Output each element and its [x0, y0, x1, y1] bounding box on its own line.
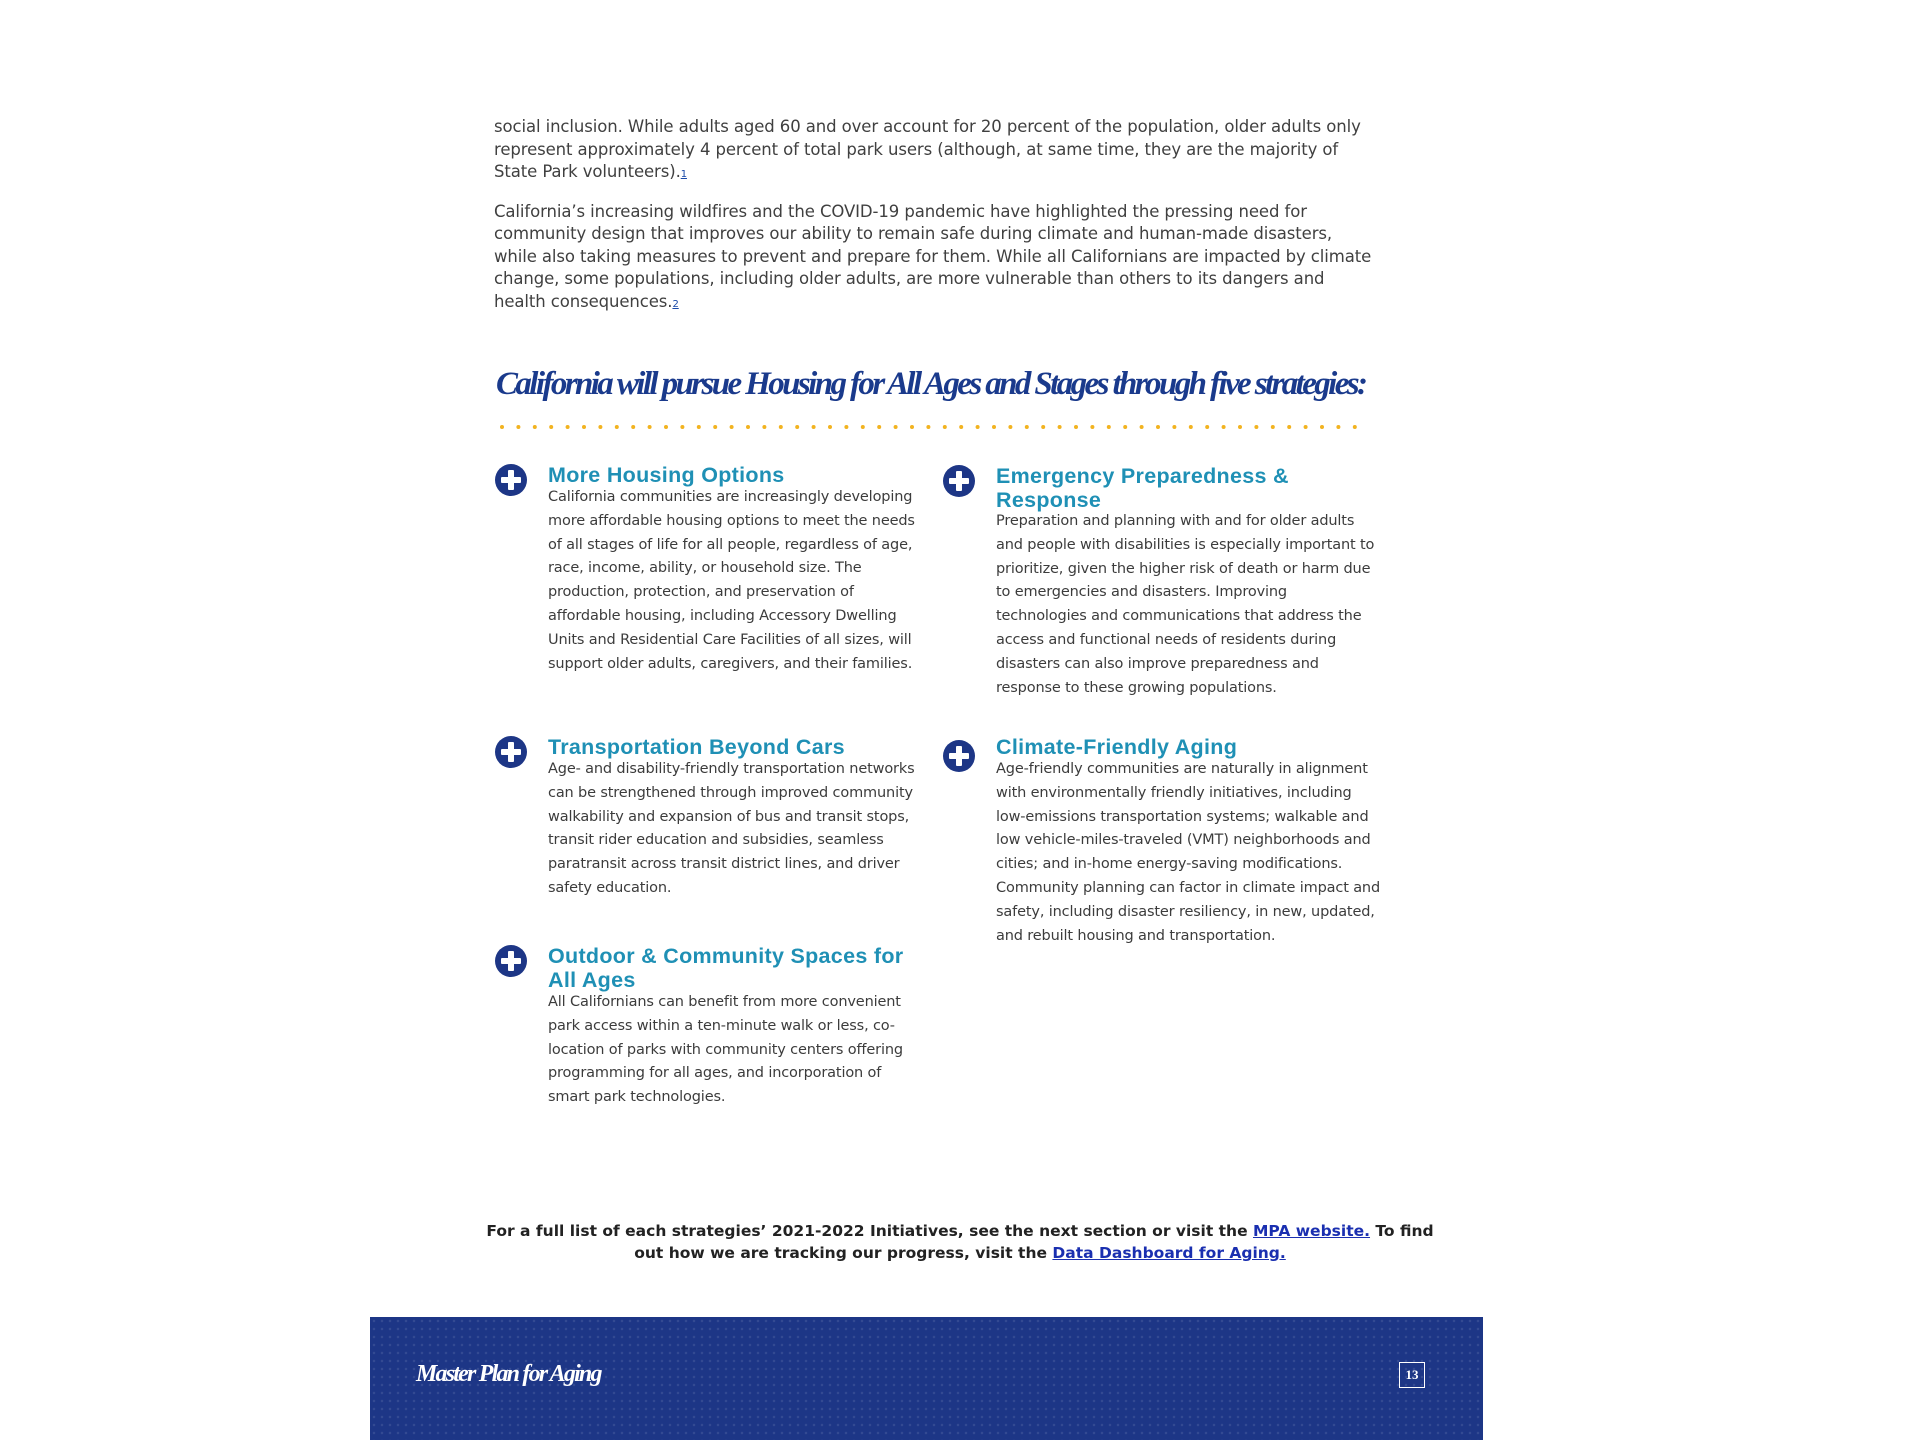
divider-dot	[828, 425, 832, 429]
divider-dot	[533, 425, 537, 429]
divider-dot	[1205, 425, 1209, 429]
divider-dot	[812, 425, 816, 429]
strategy-body: All Californians can benefit from more convenient park access within a ten-minute walk or less, co-location of parks with community centers offering programming for all ages, and incorporation of smart park technologies.	[548, 994, 903, 1106]
divider-dot	[713, 425, 717, 429]
intro-text	[494, 116, 1374, 330]
divider-dot	[1008, 425, 1012, 429]
strategy-title: Emergency Preparedness & Response	[996, 464, 1289, 512]
divider-dot	[976, 425, 980, 429]
divider-dot	[1238, 425, 1242, 429]
divider-dot	[1304, 425, 1308, 429]
divider-dot	[877, 425, 881, 429]
divider-dot	[1107, 425, 1111, 429]
footnote-ref-1[interactable]: 1	[680, 169, 687, 180]
divider-dot	[1353, 425, 1357, 429]
divider-dot	[1336, 425, 1340, 429]
divider-dot	[1254, 425, 1258, 429]
divider-dot	[1074, 425, 1078, 429]
divider-dot	[959, 425, 963, 429]
mpa-website-link[interactable]: MPA website.	[1252, 1222, 1371, 1240]
divider-dot	[730, 425, 734, 429]
divider-dot	[1320, 425, 1324, 429]
divider-dot	[516, 425, 520, 429]
divider-dot	[1172, 425, 1176, 429]
divider-dot	[1222, 425, 1226, 429]
divider-dot	[1041, 425, 1045, 429]
footnote-ref-2[interactable]: 2	[672, 298, 679, 310]
plus-circle-icon	[494, 944, 528, 978]
divider-dot	[795, 425, 799, 429]
intro-paragraph-2	[494, 201, 1374, 317]
strategy-title: Climate-Friendly Aging	[996, 735, 1238, 759]
divider-dot	[549, 425, 553, 429]
divider-dot	[1156, 425, 1160, 429]
divider-dot	[943, 425, 947, 429]
divider-dot	[762, 425, 766, 429]
footer-band	[370, 1317, 1483, 1440]
intro-paragraph-1-text: social inclusion. While adults aged 60 and over account for 20 percent of the population, older adults only represent approximately 4 percent of total park users (although, at same time, they are the majority of State Park volunteers).	[494, 117, 1361, 181]
divider-dot	[664, 425, 668, 429]
strategy-title: Transportation Beyond Cars	[548, 735, 845, 759]
divider-dot	[1123, 425, 1127, 429]
cta-text-before: For a full list of each strategies’ 2021-2022 Initiatives, see the next section or visit the	[486, 1222, 1253, 1240]
divider-dot	[926, 425, 930, 429]
plus-circle-icon	[942, 464, 976, 498]
divider-dot	[500, 425, 504, 429]
strategy-body: Age-friendly communities are naturally in alignment with environmentally friendly initiatives, including low-emissions transportation systems; walkable and low vehicle-miles-traveled (VMT) neighborhoods and cities; and in-home energy-saving modifications. Community planning can factor in climate impact and safety, including disaster resiliency, in new, updated, and rebuilt housing and transportation.	[996, 761, 1381, 944]
strategy-title: More Housing Options	[548, 463, 785, 487]
strategy-title: Outdoor & Community Spaces for All Ages	[548, 944, 904, 992]
divider-dot	[1189, 425, 1193, 429]
divider-dot	[992, 425, 996, 429]
divider-dot	[1287, 425, 1291, 429]
strategy-body: Age- and disability-friendly transportation networks can be strengthened through improved community walkability and expansion of bus and transit stops, transit rider education and subsidies, seamless paratransit across transit district lines, and driver safety education.	[548, 761, 915, 896]
divider-dot	[566, 425, 570, 429]
master-plan-logo: Master Plan for Aging	[416, 1361, 601, 1387]
divider-dot	[1090, 425, 1094, 429]
strategy-body: California communities are increasingly developing more affordable housing options to meet the needs of all stages of life for all people, regardless of age, race, income, ability, or household size. The production, protection, and preservation of affordable housing, including Accessory Dwelling Units and Residential Care Facilities of all sizes, will support older adults, caregivers, and their families.	[548, 489, 915, 672]
divider-dot	[844, 425, 848, 429]
divider-dot	[1025, 425, 1029, 429]
intro-paragraph-2-text: California’s increasing wildfires and the COVID-19 pandemic have highlighted the pressing need for community design that improves our ability to remain safe during climate and human-made disasters, while also taking measures to prevent and prepare for them. While all Californians are impacted by climate change, some populations, including older adults, are more vulnerable than others to its dangers and health consequences.	[494, 201, 1372, 311]
divider-dot	[746, 425, 750, 429]
divider-dot	[910, 425, 914, 429]
divider-dot	[680, 425, 684, 429]
plus-circle-icon	[494, 463, 528, 497]
data-dashboard-link[interactable]: Data Dashboard for Aging.	[1052, 1244, 1286, 1262]
divider-dot	[697, 425, 701, 429]
cta-paragraph	[480, 1220, 1440, 1264]
divider-dot	[1140, 425, 1144, 429]
divider-dot	[598, 425, 602, 429]
divider-dot	[648, 425, 652, 429]
cta-text-middle: To find out how we are tracking our progress, visit the	[634, 1222, 1434, 1262]
divider-dot	[582, 425, 586, 429]
divider-dot	[861, 425, 865, 429]
divider-dot	[894, 425, 898, 429]
section-headline: California will pursue Housing for All Ages and Stages through five strategies:	[496, 366, 1366, 402]
divider-dot	[1058, 425, 1062, 429]
divider-dot	[779, 425, 783, 429]
dotted-divider	[498, 420, 1358, 434]
plus-circle-icon	[942, 739, 976, 773]
page-number: 13	[1399, 1362, 1425, 1388]
divider-dot	[1271, 425, 1275, 429]
plus-circle-icon	[494, 735, 528, 769]
strategy-body: Preparation and planning with and for older adults and people with disabilities is especially important to prioritize, given the higher risk of death or harm due to emergencies and disasters. Improving technologies and communications that address the access and functional needs of residents during disasters can also improve preparedness and response to these growing populations.	[996, 513, 1375, 696]
divider-dot	[631, 425, 635, 429]
divider-dot	[615, 425, 619, 429]
intro-paragraph-1	[494, 116, 1374, 187]
